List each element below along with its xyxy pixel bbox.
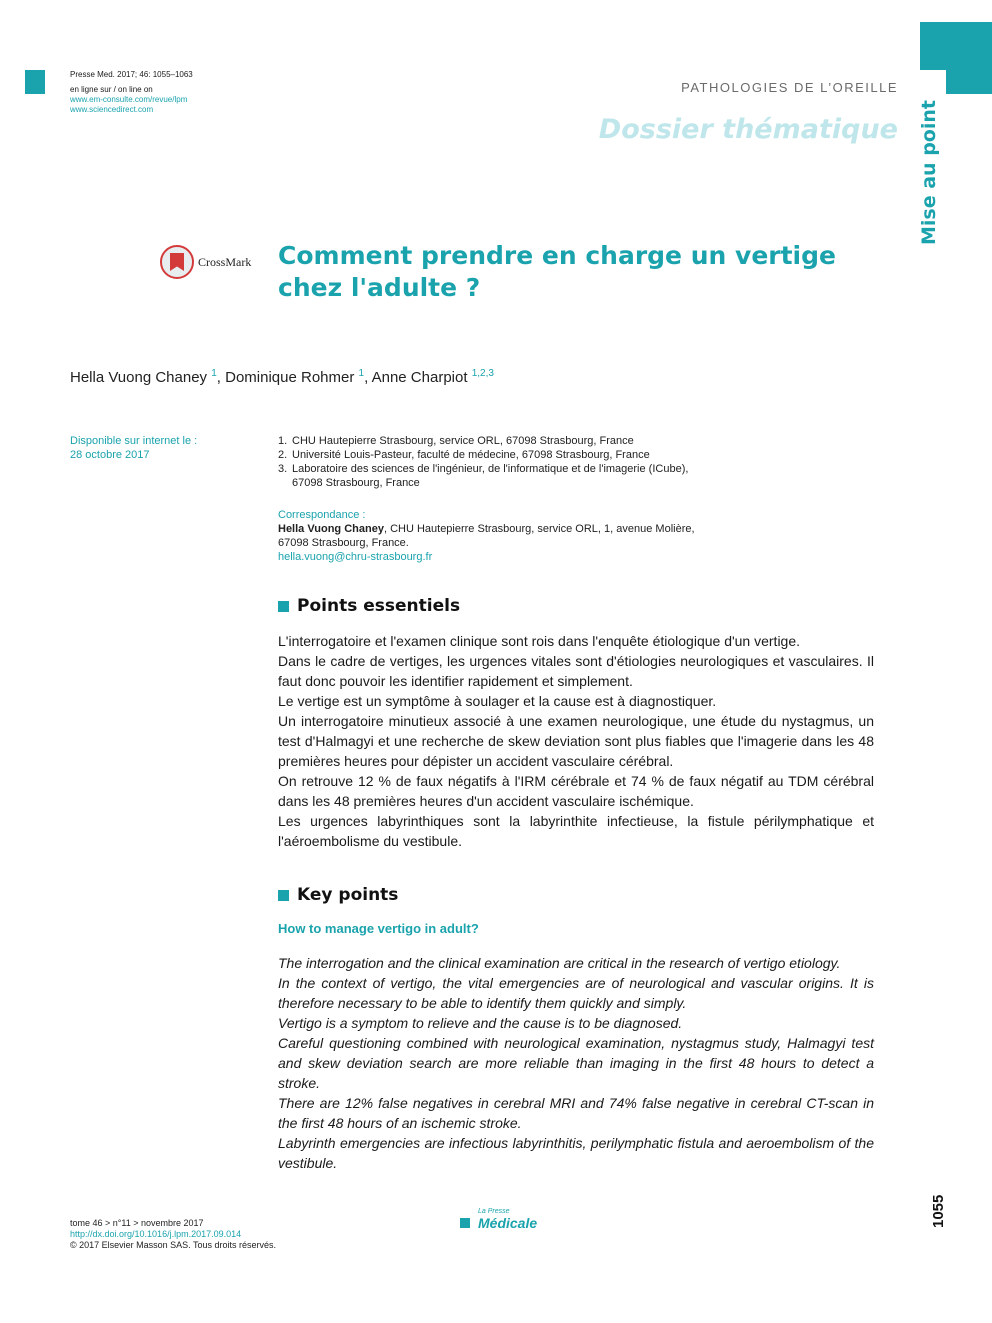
citation: Presse Med. 2017; 46: 1055–1063 bbox=[70, 70, 193, 79]
available-label: Disponible sur internet le : bbox=[70, 435, 198, 447]
paragraph: Labyrinth emergencies are infectious labyrinthitis, perilymphatic fistula and aeroembolism of the vestibule. bbox=[278, 1135, 874, 1171]
author-affil[interactable]: 1,2,3 bbox=[471, 368, 494, 379]
crossmark-label: CrossMark bbox=[198, 254, 252, 269]
availability bbox=[70, 434, 197, 462]
paragraph: L'interrogatoire et l'examen clinique sont rois dans l'enquête étiologique d'un vertige. bbox=[278, 633, 801, 649]
paragraph: Careful questioning combined with neurological examination, nystagmus study, Halmagyi test and skew deviation search are more reliable than imaging in the first 48 hours to detect a stroke. bbox=[278, 1035, 874, 1091]
logo-square-icon bbox=[460, 1218, 470, 1228]
affiliations-list bbox=[278, 434, 698, 490]
points-essentiels-body bbox=[278, 631, 874, 851]
paragraph: Le vertige est un symptôme à soulager et la cause est à diagnostiquer. bbox=[278, 693, 717, 709]
affiliation-item: 3. Laboratoire des sciences de l'ingénieur, de l'informatique et de l'imagerie (ICube), 67098 Strasbourg, France bbox=[278, 463, 689, 489]
paragraph: In the context of vertigo, the vital emergencies are of neurological and vascular origins. It is therefore necessary to be able to identify them quickly and simply. bbox=[278, 975, 874, 1011]
author-name: Dominique Rohmer bbox=[225, 369, 355, 386]
journal-logo bbox=[460, 1208, 537, 1231]
paragraph: Vertigo is a symptom to relieve and the cause is to be diagnosed. bbox=[278, 1015, 683, 1031]
crossmark-badge[interactable] bbox=[160, 245, 251, 279]
authors: Hella Vuong Chaney $^1$, Dominique Rohmer $^1$, Anne Charpiot $^{1,2,3}$ bbox=[70, 368, 494, 386]
section-square-icon bbox=[278, 890, 289, 901]
affiliation-item: 2. Université Louis-Pasteur, faculté de médecine, 67098 Strasbourg, France bbox=[278, 449, 650, 461]
section-square-icon bbox=[278, 601, 289, 612]
correspondence bbox=[278, 508, 708, 564]
crossmark-icon bbox=[160, 245, 194, 279]
page-number: 1055 bbox=[930, 1194, 947, 1228]
side-label: Mise au point bbox=[918, 100, 940, 245]
dossier-label: Dossier thématique bbox=[598, 114, 898, 145]
correspondence-label: Correspondance : bbox=[278, 509, 366, 521]
citation-block bbox=[70, 70, 193, 115]
article-title: Comment prendre en charge un vertige chez l'adulte ? bbox=[278, 241, 836, 302]
copyright: © 2017 Elsevier Masson SAS. Tous droits réservés. bbox=[70, 1240, 277, 1250]
correspondence-name: Hella Vuong Chaney bbox=[278, 523, 384, 535]
points-essentiels-heading: Points essentiels bbox=[278, 596, 460, 616]
journal-name-small: La Presse bbox=[478, 1208, 510, 1215]
correspondence-email[interactable]: hella.vuong@chru-strasbourg.fr bbox=[278, 551, 433, 563]
paragraph: Un interrogatoire minutieux associé à une examen neurologique, une étude du nystagmus, un test d'Halmagyi et une recherche de skew deviation sont plus fiables que l'imagerie dans les 48 premières heures pour dépister un accident vasculaire cérébral. bbox=[278, 713, 874, 769]
rubric: PATHOLOGIES DE L’OREILLE bbox=[681, 80, 898, 95]
journal-name: Médicale bbox=[478, 1215, 538, 1231]
url-em-consulte[interactable]: www.em-consulte.com/revue/lpm bbox=[70, 95, 188, 104]
corner-notch bbox=[920, 70, 946, 96]
key-points-heading: Key points bbox=[278, 885, 398, 905]
affiliation-item: 1. CHU Hautepierre Strasbourg, service ORL, 67098 Strasbourg, France bbox=[278, 435, 634, 447]
available-date: 28 octobre 2017 bbox=[70, 449, 150, 461]
paragraph: On retrouve 12 % de faux négatifs à l'IRM cérébrale et 74 % de faux négatif au TDM cérébral dans les 48 premières heures d'un accident vasculaire ischémique. bbox=[278, 773, 874, 809]
online-label: en ligne sur / on line on bbox=[70, 85, 153, 94]
key-points-subtitle: How to manage vertigo in adult? bbox=[278, 921, 479, 936]
doi-link[interactable]: http://dx.doi.org/10.1016/j.lpm.2017.09.014 bbox=[70, 1229, 242, 1239]
corner-square bbox=[25, 70, 45, 94]
author-affil[interactable]: 1 bbox=[211, 368, 217, 379]
key-points-body bbox=[278, 953, 874, 1173]
paragraph: The interrogation and the clinical examination are critical in the research of vertigo etiology. bbox=[278, 955, 841, 971]
author-name: Anne Charpiot bbox=[371, 369, 468, 386]
issue: tome 46 > n°11 > novembre 2017 bbox=[70, 1218, 204, 1228]
paragraph: Les urgences labyrinthiques sont la labyrinthite infectieuse, la fistule périlymphatique et l'aéroembolisme du vestibule. bbox=[278, 813, 874, 849]
correspondence-address: , CHU Hautepierre Strasbourg, service ORL, 1, avenue Molière, 67098 Strasbourg, France. bbox=[278, 523, 695, 549]
author-affil[interactable]: 1 bbox=[358, 368, 365, 379]
url-sciencedirect[interactable]: www.sciencedirect.com bbox=[70, 105, 154, 114]
author-name: Hella Vuong Chaney bbox=[70, 369, 208, 386]
footer bbox=[70, 1218, 276, 1251]
paragraph: Dans le cadre de vertiges, les urgences vitales sont d'étiologies neurologiques et vasculaires. Il faut donc pouvoir les identifier rapidement et simplement. bbox=[278, 653, 874, 689]
paragraph: There are 12% false negatives in cerebral MRI and 74% false negative in cerebral CT-scan in the first 48 hours of an ischemic stroke. bbox=[278, 1095, 874, 1131]
